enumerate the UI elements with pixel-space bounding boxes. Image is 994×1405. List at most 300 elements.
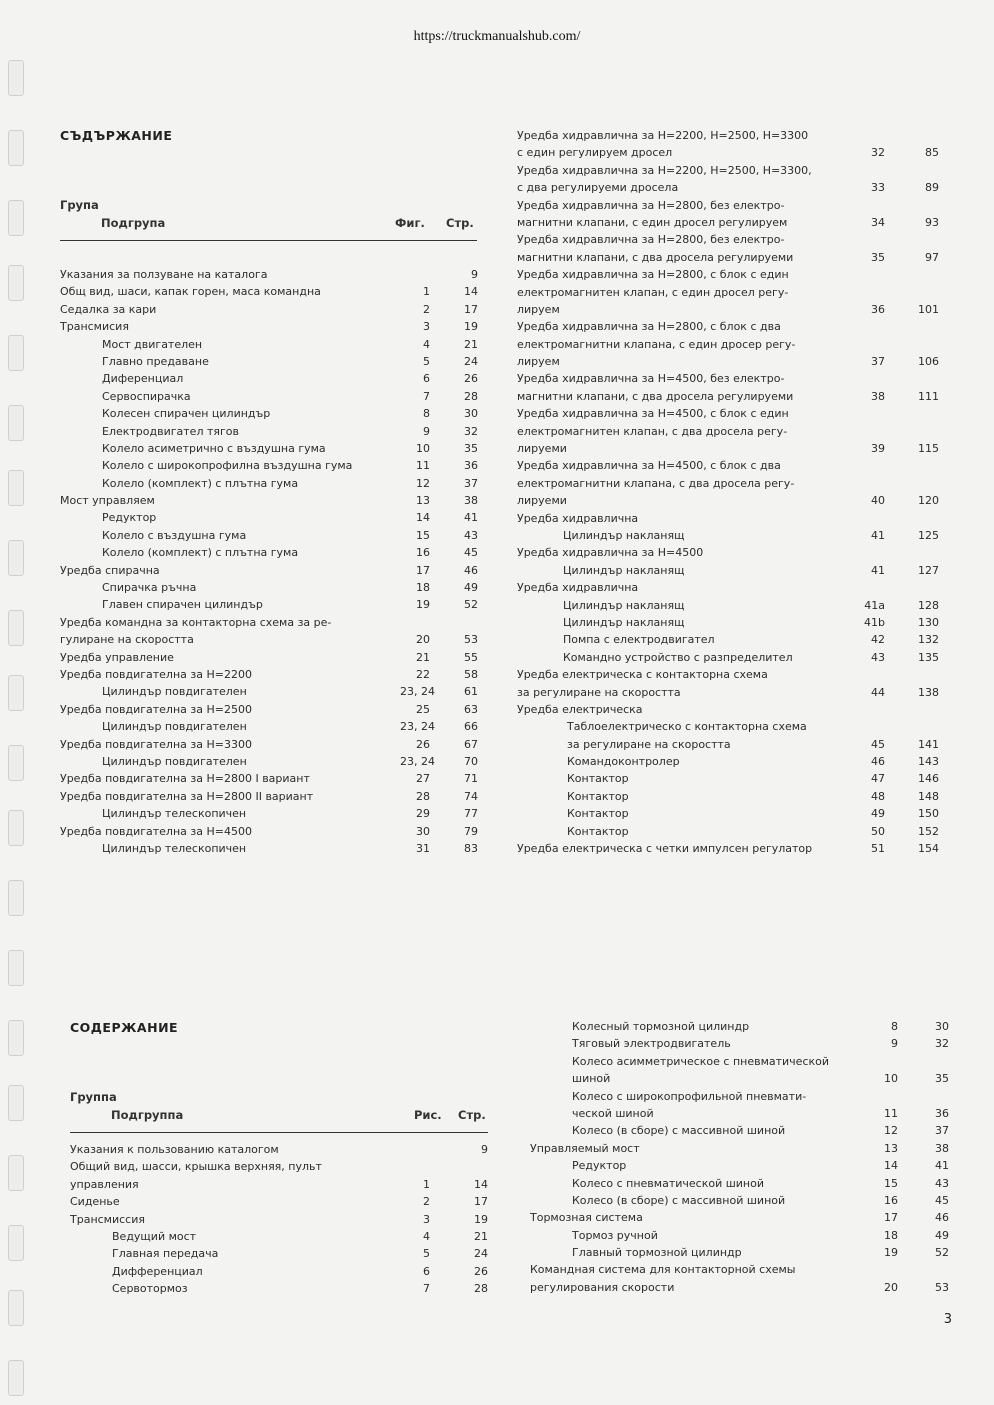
toc-entry-title: Уредба повдигателна за Н=2800 II вариант <box>60 789 314 803</box>
toc-entry-page: 35 <box>464 441 478 455</box>
binding-hole <box>8 1155 24 1191</box>
toc-entry-title: Уредба хидравлична за Н=2800, с блок с един <box>517 268 789 282</box>
toc-entry <box>517 631 957 648</box>
toc-entry-title: електромагнитен клапан, с един дросел регу- <box>517 285 789 299</box>
toc-entry-title: Уредба командна за контакторна схема за ре- <box>60 615 332 629</box>
source-url: https://truckmanualshub.com/ <box>413 29 581 44</box>
toc-entry <box>60 475 490 492</box>
toc-entry <box>517 718 957 735</box>
toc-entry <box>530 1140 960 1157</box>
toc-entry <box>530 1209 960 1226</box>
binding-hole <box>8 675 24 711</box>
toc-entry-page: 9 <box>481 1143 488 1156</box>
toc-entry-page: 26 <box>474 1264 488 1278</box>
bg-subgroup-header: Подгрупа <box>101 216 166 230</box>
toc-entry-page: 67 <box>464 737 478 751</box>
toc-entry-title: Колесо с широкопрофильной пневмати- <box>572 1089 807 1103</box>
toc-entry-title: Командно устройство с разпределител <box>563 650 793 664</box>
toc-entry-title: лируеми <box>517 442 567 456</box>
toc-entry-title: Контактор <box>567 789 629 803</box>
toc-entry-figure: 41b <box>864 615 885 629</box>
toc-entry-title: Дифференциал <box>112 1264 203 1278</box>
toc-entry-page: 24 <box>474 1247 488 1261</box>
toc-entry <box>530 1175 960 1192</box>
toc-entry-page: 43 <box>464 528 478 542</box>
toc-entry-title: Тормоз ручной <box>572 1228 658 1242</box>
toc-entry-page: 21 <box>464 337 478 351</box>
toc-entry <box>60 283 490 300</box>
toc-entry <box>60 318 490 335</box>
ru-contents-title: СОДЕРЖАНИЕ <box>70 1020 179 1035</box>
toc-entry <box>517 788 957 805</box>
toc-entry-figure: 45 <box>871 737 885 751</box>
toc-entry <box>517 684 957 701</box>
toc-entry-figure: 4 <box>423 1229 430 1243</box>
toc-entry-title: магнитни клапани, с един дросел регулируем <box>517 215 788 229</box>
toc-entry-page: 152 <box>918 824 939 838</box>
toc-entry-page: 101 <box>918 302 939 316</box>
toc-entry <box>517 805 957 822</box>
toc-entry <box>530 1244 960 1261</box>
toc-entry-title: Цилиндър накланящ <box>563 528 685 542</box>
binding-hole <box>8 130 24 166</box>
toc-entry-page: 61 <box>464 685 478 699</box>
toc-entry <box>530 1192 960 1209</box>
toc-entry-figure: 23, 24 <box>400 720 435 734</box>
toc-entry-page: 14 <box>474 1177 488 1191</box>
toc-entry <box>60 266 490 283</box>
toc-entry-title: Тяговый электродвигатель <box>572 1037 731 1051</box>
toc-entry-title: Уредба повдигателна за Н=2500 <box>60 702 252 716</box>
toc-entry-page: 49 <box>935 1228 949 1242</box>
toc-entry-figure: 23, 24 <box>400 685 435 699</box>
toc-entry-figure: 19 <box>416 598 430 612</box>
toc-entry <box>60 701 490 718</box>
toc-entry <box>60 840 490 857</box>
toc-entry-figure: 29 <box>416 807 430 821</box>
toc-entry <box>70 1228 500 1245</box>
toc-entry-title: електромагнитен клапан, с два дросела регу- <box>517 424 788 438</box>
toc-entry-title: лируеми <box>517 494 567 508</box>
toc-entry-figure: 2 <box>423 1195 430 1209</box>
toc-entry-page: 17 <box>464 302 478 316</box>
toc-entry-figure: 32 <box>871 146 885 160</box>
toc-entry-figure: 16 <box>416 546 430 560</box>
toc-entry-title: Трансмисия <box>60 320 129 334</box>
toc-entry <box>517 405 957 422</box>
toc-entry <box>517 527 957 544</box>
toc-entry-page: 138 <box>918 685 939 699</box>
toc-entry <box>517 840 957 857</box>
binding-hole <box>8 335 24 371</box>
toc-entry-page: 37 <box>464 476 478 490</box>
toc-entry-title: за регулиране на скоростта <box>517 685 681 699</box>
toc-entry-title: с два регулируеми дросела <box>517 181 679 195</box>
toc-entry-page: 53 <box>464 633 478 647</box>
toc-entry-title: Цилиндър накланящ <box>563 615 685 629</box>
toc-entry-title: лируем <box>517 355 560 369</box>
toc-entry <box>517 579 957 596</box>
bg-toc-left <box>60 266 490 857</box>
toc-entry-page: 71 <box>464 772 478 786</box>
ru-group-header: Группа <box>70 1090 117 1104</box>
toc-entry <box>60 683 490 700</box>
toc-entry-page: 32 <box>464 424 478 438</box>
ru-toc-right <box>530 1018 960 1296</box>
toc-entry-title: Диференциал <box>102 372 184 386</box>
toc-entry-title: Уредба хидравлична за Н=2800, без електро- <box>517 233 785 247</box>
toc-entry-figure: 9 <box>423 424 430 438</box>
toc-entry-figure: 26 <box>416 737 430 751</box>
binding-hole <box>8 405 24 441</box>
toc-entry-title: Колело с въздушна гума <box>102 528 247 542</box>
toc-entry-figure: 37 <box>871 355 885 369</box>
toc-entry-title: Командная система для контакторной схемы <box>530 1263 796 1277</box>
toc-entry <box>60 405 490 422</box>
toc-entry-figure: 11 <box>884 1106 898 1120</box>
toc-entry <box>517 614 957 631</box>
toc-entry <box>530 1070 960 1087</box>
toc-entry-title: Колело (комплект) с плътна гума <box>102 476 299 490</box>
toc-entry <box>517 179 957 196</box>
toc-entry-title: Колесо (в сборе) с массивной шиной <box>572 1193 786 1207</box>
toc-entry-page: 28 <box>464 389 478 403</box>
toc-entry-page: 130 <box>918 615 939 629</box>
toc-entry-title: Цилиндър накланящ <box>563 563 685 577</box>
toc-entry-page: 35 <box>935 1072 949 1086</box>
bg-fig-header: Фиг. <box>395 216 425 230</box>
binding-hole <box>8 880 24 916</box>
toc-entry <box>517 492 957 509</box>
toc-entry-title: Уредба хидравлична за Н=2800, без електро- <box>517 198 785 212</box>
page-number: 3 <box>943 1312 952 1327</box>
toc-entry-figure: 13 <box>884 1141 898 1155</box>
toc-entry-title: Общ вид, шаси, капак горен, маса командна <box>60 285 321 299</box>
toc-entry-title: Уредба повдигателна за Н=4500 <box>60 824 252 838</box>
toc-entry-figure: 38 <box>871 389 885 403</box>
toc-entry-title: Редуктор <box>102 511 157 525</box>
toc-entry-title: Трансмиссия <box>70 1212 145 1226</box>
toc-entry <box>517 649 957 666</box>
toc-entry-title: Уредба хидравлична за Н=4500, без електро- <box>517 372 785 386</box>
toc-entry-figure: 22 <box>416 667 430 681</box>
toc-entry-page: 28 <box>474 1282 488 1296</box>
toc-entry-title: Цилиндър телескопичен <box>102 841 247 855</box>
toc-entry-title: Уредба повдигателна за Н=2200 <box>60 667 252 681</box>
toc-entry <box>60 614 490 631</box>
toc-entry-title: Уредба хидравлична за Н=4500, с блок с два <box>517 459 781 473</box>
ru-fig-header: Рис. <box>414 1108 442 1122</box>
toc-entry-figure: 30 <box>416 824 430 838</box>
toc-entry <box>517 162 957 179</box>
toc-entry <box>517 510 957 527</box>
binding-hole <box>8 810 24 846</box>
toc-entry-page: 41 <box>935 1159 949 1173</box>
toc-entry-page: 14 <box>464 285 478 299</box>
toc-entry-figure: 2 <box>423 302 430 316</box>
toc-entry-title: Управляемый мост <box>530 1141 640 1155</box>
toc-entry-page: 97 <box>925 250 939 264</box>
toc-entry-page: 132 <box>918 633 939 647</box>
toc-entry-page: 53 <box>935 1280 949 1294</box>
toc-entry-page: 115 <box>918 442 939 456</box>
toc-entry-title: Колесо с пневматической шиной <box>572 1176 765 1190</box>
toc-entry <box>517 440 957 457</box>
toc-entry-figure: 7 <box>423 1282 430 1296</box>
toc-entry <box>60 562 490 579</box>
toc-entry-title: Таблоелектрическо с контакторна схема <box>567 720 807 734</box>
toc-entry <box>70 1193 500 1210</box>
toc-entry-figure: 20 <box>416 633 430 647</box>
binding-hole <box>8 1085 24 1121</box>
toc-entry <box>517 562 957 579</box>
toc-entry <box>517 231 957 248</box>
toc-entry-figure: 18 <box>416 581 430 595</box>
toc-entry-title: Уредба електрическа с контакторна схема <box>517 668 768 682</box>
toc-entry-page: 45 <box>935 1193 949 1207</box>
toc-entry-title: Цилиндър повдигателен <box>102 754 247 768</box>
toc-entry <box>517 197 957 214</box>
toc-entry-figure: 1 <box>423 285 430 299</box>
toc-entry-title: Цилиндър повдигателен <box>102 685 247 699</box>
toc-entry-title: Електродвигател тягов <box>102 424 239 438</box>
toc-entry-figure: 6 <box>423 372 430 386</box>
toc-entry-figure: 11 <box>416 459 430 473</box>
toc-entry-page: 32 <box>935 1037 949 1051</box>
toc-entry-page: 49 <box>464 581 478 595</box>
toc-entry-figure: 51 <box>871 842 885 856</box>
toc-entry <box>530 1227 960 1244</box>
toc-entry-page: 127 <box>918 563 939 577</box>
toc-entry-page: 30 <box>935 1020 949 1033</box>
toc-entry-figure: 50 <box>871 824 885 838</box>
toc-entry <box>530 1053 960 1070</box>
toc-entry-title: електромагнитни клапана, с два дросела регу- <box>517 476 795 490</box>
binding-hole <box>8 470 24 506</box>
toc-entry-page: 17 <box>474 1195 488 1209</box>
toc-entry <box>60 649 490 666</box>
toc-entry-figure: 10 <box>416 441 430 455</box>
toc-entry-page: 150 <box>918 807 939 821</box>
toc-entry-page: 36 <box>935 1106 949 1120</box>
toc-entry-title: магнитни клапани, с два дросела регулируеми <box>517 389 794 403</box>
toc-entry-figure: 12 <box>884 1124 898 1138</box>
toc-entry-page: 74 <box>464 789 478 803</box>
binding-hole <box>8 60 24 96</box>
toc-entry-figure: 3 <box>423 320 430 334</box>
binding-holes <box>0 0 28 1405</box>
toc-entry-page: 55 <box>464 650 478 664</box>
toc-entry-page: 89 <box>925 181 939 195</box>
toc-entry <box>517 370 957 387</box>
toc-entry-title: Главен спирачен цилиндър <box>102 598 263 612</box>
toc-entry-title: Цилиндър телескопичен <box>102 807 247 821</box>
toc-entry-title: Указания за ползуване на каталога <box>60 268 268 281</box>
toc-entry-figure: 19 <box>884 1246 898 1260</box>
toc-entry-page: 52 <box>935 1246 949 1260</box>
toc-entry-figure: 9 <box>891 1037 898 1051</box>
toc-entry <box>60 509 490 526</box>
toc-entry-figure: 18 <box>884 1228 898 1242</box>
toc-entry-title: Главный тормозной цилиндр <box>572 1246 742 1260</box>
toc-entry-figure: 39 <box>871 442 885 456</box>
toc-entry-title: Уредба електрическа с четки импулсен регулатор <box>517 842 813 856</box>
toc-entry-figure: 6 <box>423 1264 430 1278</box>
toc-entry-page: 26 <box>464 372 478 386</box>
binding-hole <box>8 200 24 236</box>
toc-entry <box>60 579 490 596</box>
toc-entry-title: Уредба хидравлична <box>517 581 639 595</box>
toc-entry-title: Спирачка ръчна <box>102 581 197 595</box>
toc-entry <box>60 388 490 405</box>
toc-entry-figure: 21 <box>416 650 430 664</box>
toc-entry-title: Командоконтролер <box>567 755 680 769</box>
toc-entry <box>70 1211 500 1228</box>
binding-hole <box>8 745 24 781</box>
toc-entry-page: 93 <box>925 215 939 229</box>
toc-entry <box>70 1280 500 1297</box>
toc-entry <box>60 596 490 613</box>
toc-entry <box>60 492 490 509</box>
toc-entry <box>517 544 957 561</box>
toc-entry-figure: 16 <box>884 1193 898 1207</box>
toc-entry-figure: 3 <box>423 1212 430 1226</box>
toc-entry-page: 46 <box>464 563 478 577</box>
toc-entry-page: 46 <box>935 1211 949 1225</box>
toc-entry-figure: 13 <box>416 494 430 508</box>
toc-entry-figure: 17 <box>884 1211 898 1225</box>
toc-entry-title: Цилиндър повдигателен <box>102 720 247 734</box>
toc-entry <box>60 631 490 648</box>
toc-entry-title: Контактор <box>567 807 629 821</box>
toc-entry <box>530 1105 960 1122</box>
toc-entry-figure: 27 <box>416 772 430 786</box>
toc-entry <box>517 597 957 614</box>
toc-entry-figure: 41 <box>871 528 885 542</box>
toc-entry <box>517 318 957 335</box>
toc-entry <box>70 1263 500 1280</box>
toc-entry <box>60 718 490 735</box>
toc-entry-figure: 44 <box>871 685 885 699</box>
ru-page-header: Стр. <box>458 1108 486 1122</box>
toc-entry-page: 85 <box>925 146 939 160</box>
toc-entry <box>60 301 490 318</box>
toc-entry-figure: 20 <box>884 1280 898 1294</box>
toc-entry-figure: 43 <box>871 650 885 664</box>
toc-entry-figure: 5 <box>423 354 430 368</box>
toc-entry <box>517 144 957 161</box>
toc-entry <box>530 1261 960 1278</box>
toc-entry-figure: 4 <box>423 337 430 351</box>
toc-entry-title: Редуктор <box>572 1159 627 1173</box>
toc-entry <box>530 1122 960 1139</box>
toc-entry <box>517 423 957 440</box>
toc-entry-figure: 35 <box>871 250 885 264</box>
toc-entry-page: 37 <box>935 1124 949 1138</box>
toc-entry-title: Уредба спирачна <box>60 563 160 577</box>
toc-entry <box>517 388 957 405</box>
toc-entry-page: 41 <box>464 511 478 525</box>
toc-entry-page: 83 <box>464 841 478 855</box>
toc-entry <box>530 1157 960 1174</box>
toc-entry-figure: 15 <box>884 1176 898 1190</box>
toc-entry <box>517 736 957 753</box>
toc-entry <box>517 701 957 718</box>
toc-entry-figure: 34 <box>871 215 885 229</box>
binding-hole <box>8 1360 24 1396</box>
toc-entry-figure: 41 <box>871 563 885 577</box>
toc-entry <box>60 770 490 787</box>
toc-entry-page: 52 <box>464 598 478 612</box>
toc-entry-page: 19 <box>464 320 478 334</box>
toc-entry-title: Уредба хидравлична <box>517 511 639 525</box>
bg-contents-title: СЪДЪРЖАНИЕ <box>60 128 173 143</box>
toc-entry-figure: 28 <box>416 789 430 803</box>
toc-entry-figure: 41a <box>864 598 885 612</box>
toc-entry-title: Контактор <box>567 772 629 786</box>
toc-entry <box>60 666 490 683</box>
toc-entry-page: 143 <box>918 755 939 769</box>
binding-hole <box>8 1290 24 1326</box>
toc-entry-figure: 42 <box>871 633 885 647</box>
toc-entry-page: 111 <box>918 389 939 403</box>
toc-entry-title: Уредба хидравлична за Н=2200, Н=2500, Н=3300 <box>517 129 809 142</box>
toc-entry <box>60 788 490 805</box>
toc-entry-page: 58 <box>464 667 478 681</box>
ru-toc-left <box>70 1141 500 1298</box>
toc-entry <box>517 266 957 283</box>
toc-entry <box>60 527 490 544</box>
toc-entry <box>70 1176 500 1193</box>
toc-entry-figure: 23, 24 <box>400 754 435 768</box>
toc-entry-figure: 14 <box>884 1159 898 1173</box>
toc-entry-page: 146 <box>918 772 939 786</box>
ru-header-rule <box>70 1132 488 1133</box>
toc-entry-figure: 10 <box>884 1072 898 1086</box>
toc-entry-title: електромагнитни клапана, с един дросер регу- <box>517 337 796 351</box>
toc-entry <box>517 284 957 301</box>
toc-entry-page: 106 <box>918 355 939 369</box>
toc-entry-figure: 14 <box>416 511 430 525</box>
toc-entry <box>517 336 957 353</box>
binding-hole <box>8 540 24 576</box>
toc-entry-title: Контактор <box>567 824 629 838</box>
toc-entry-title: Колело асиметрично с въздушна гума <box>102 441 326 455</box>
bg-header-rule <box>60 240 477 241</box>
toc-entry-page: 135 <box>918 650 939 664</box>
toc-entry-title: ческой шиной <box>572 1106 654 1120</box>
toc-entry-title: Главно предаване <box>102 354 209 368</box>
toc-entry <box>517 753 957 770</box>
toc-entry-title: Общий вид, шасси, крышка верхняя, пульт <box>70 1160 322 1174</box>
toc-entry-title: Уредба хидравлична за Н=4500 <box>517 546 704 560</box>
ru-subgroup-header: Подгруппа <box>111 1108 184 1122</box>
toc-entry-title: Помпа с електродвигател <box>563 633 715 647</box>
toc-entry-page: 120 <box>918 494 939 508</box>
toc-entry-title: за регулиране на скоростта <box>567 737 731 751</box>
toc-entry <box>530 1088 960 1105</box>
toc-entry-title: Сервотормоз <box>112 1282 188 1296</box>
toc-entry <box>70 1158 500 1175</box>
toc-entry-title: Колесен спирачен цилиндър <box>102 407 271 421</box>
toc-entry-page: 38 <box>935 1141 949 1155</box>
binding-hole <box>8 1020 24 1056</box>
toc-entry <box>60 370 490 387</box>
toc-entry-title: Колело с широкопрофилна въздушна гума <box>102 459 353 473</box>
toc-entry-page: 9 <box>471 268 478 281</box>
toc-entry-page: 66 <box>464 720 478 734</box>
toc-entry-title: лируем <box>517 302 560 316</box>
